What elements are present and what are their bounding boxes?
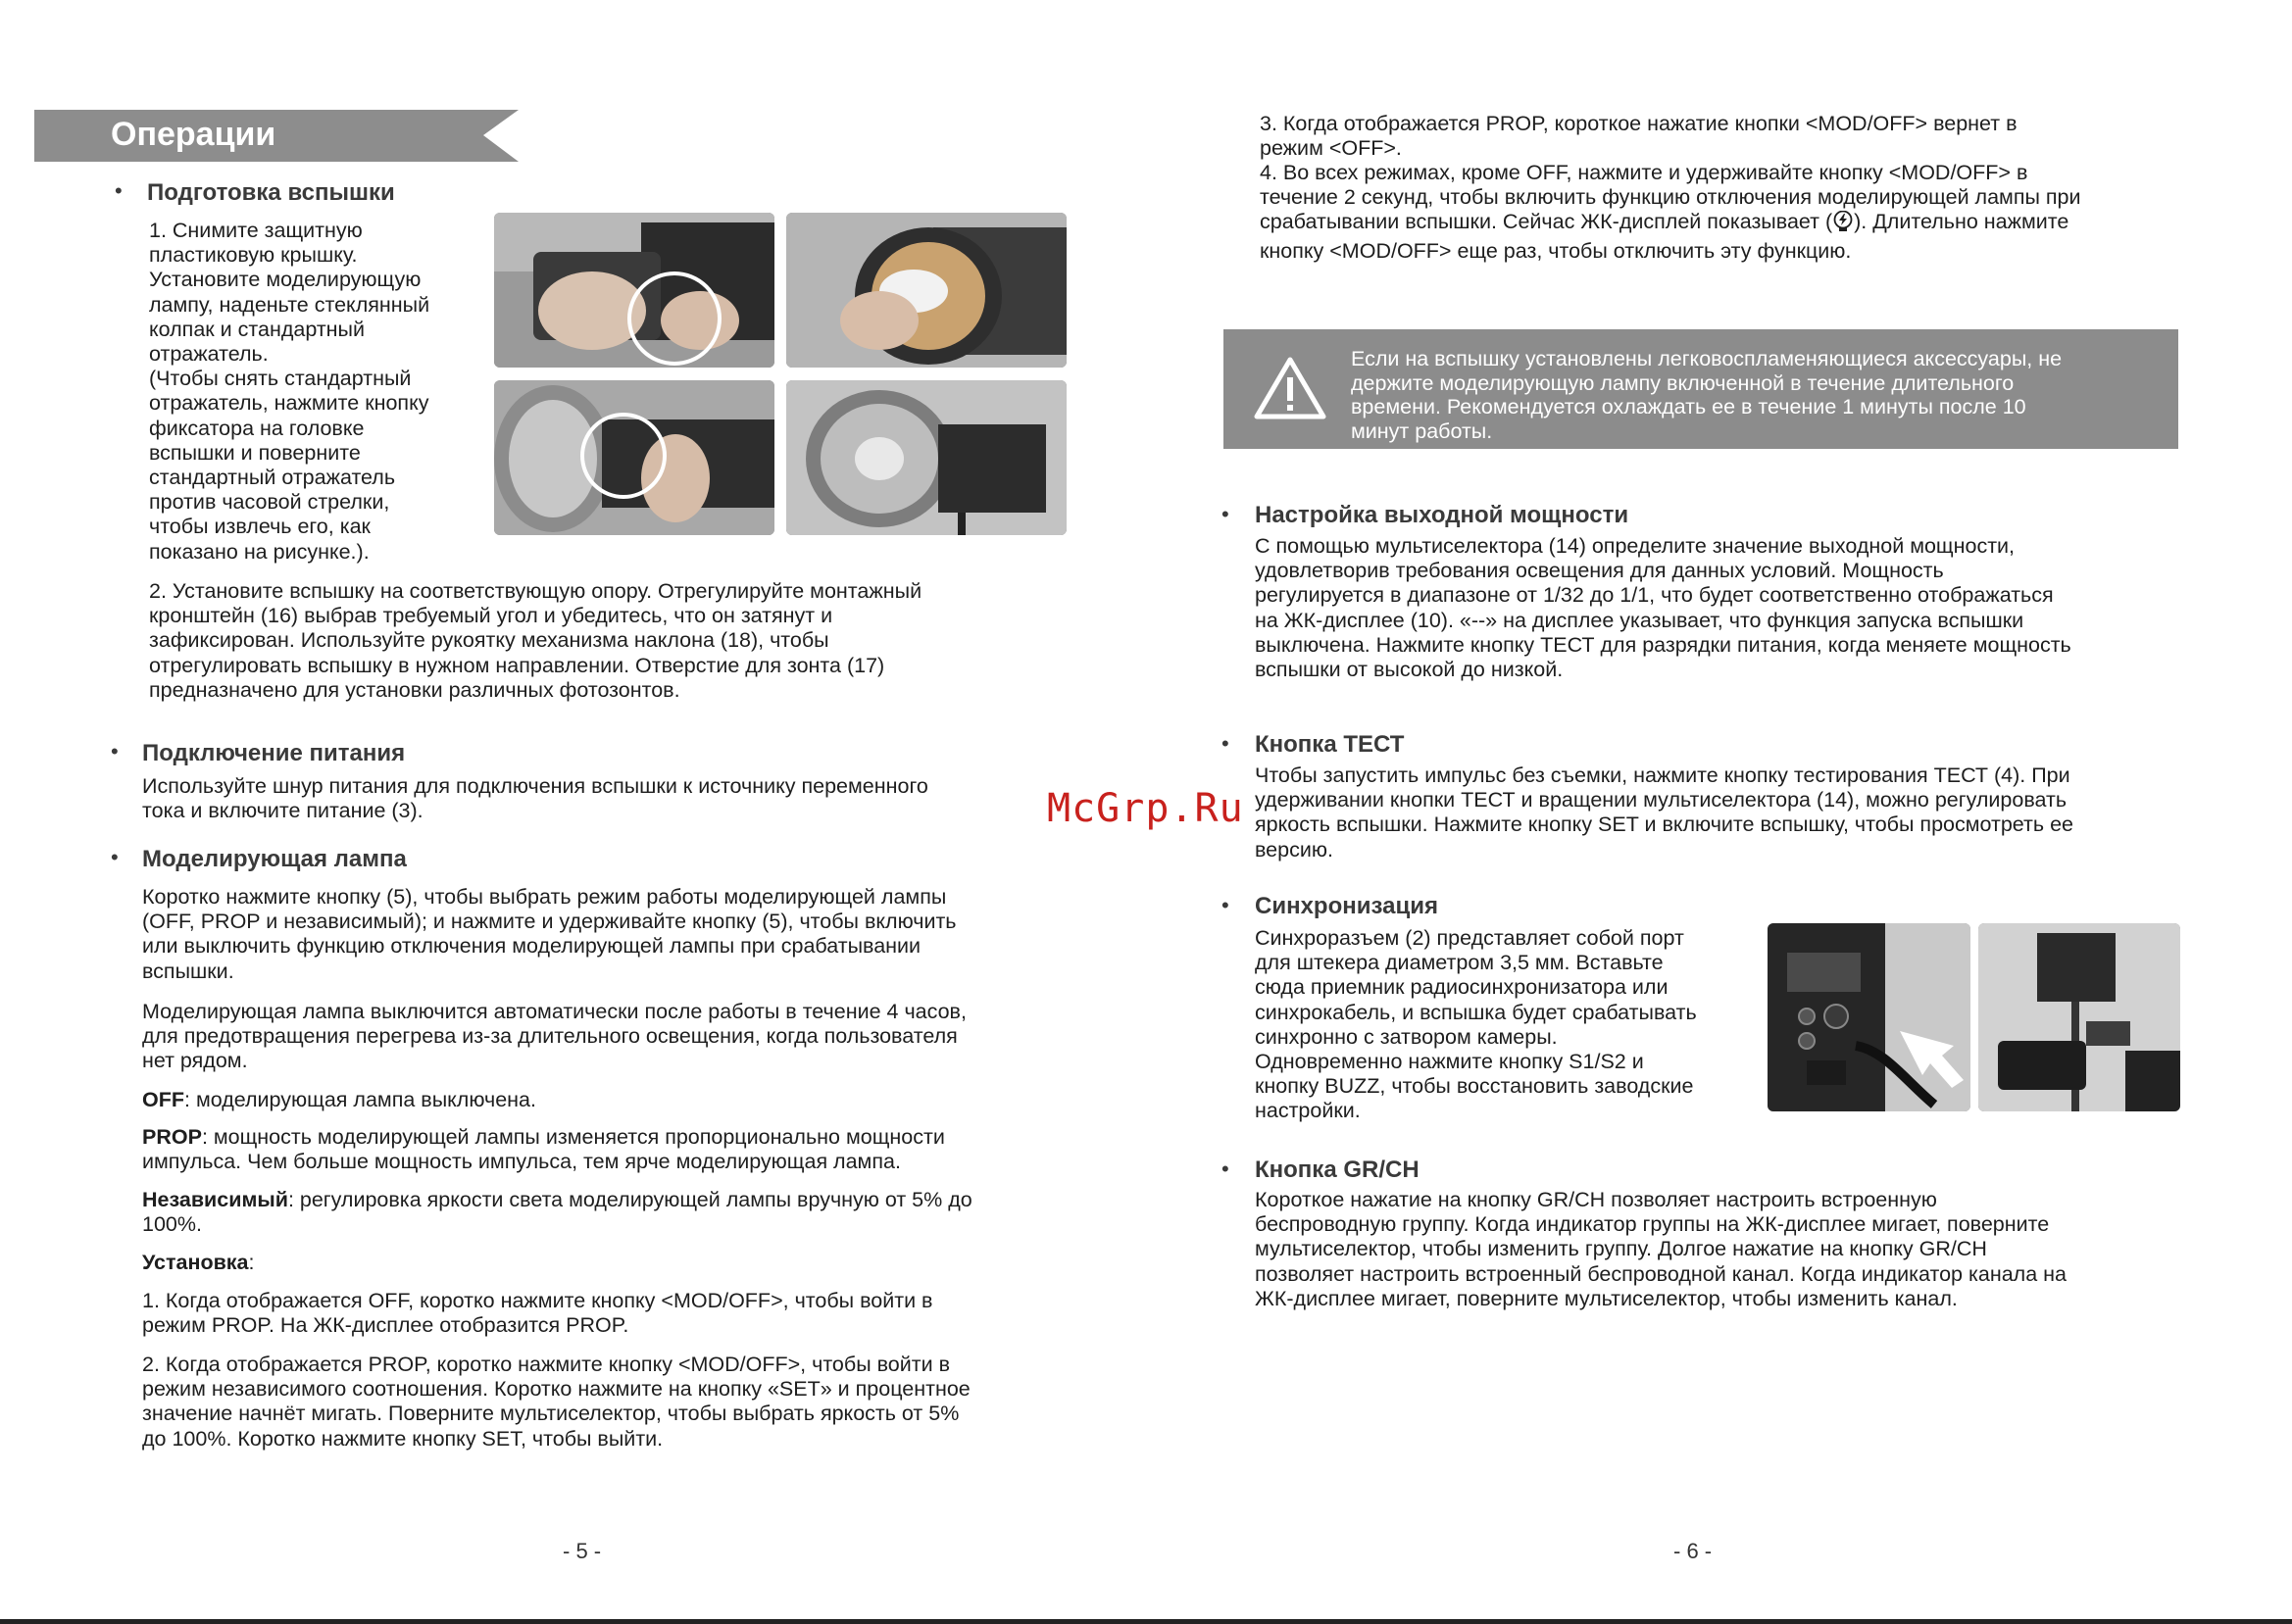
text-line: (OFF, PROP и независимый); и нажмите и удерживайте кнопку (5), чтобы включить xyxy=(142,910,957,934)
mode-label: OFF xyxy=(142,1088,184,1111)
mode-independent xyxy=(142,1188,972,1237)
text-line: удерживании кнопки ТЕСТ и вращении мультиселектора (14), можно регулировать xyxy=(1255,788,2068,812)
text-line: импульса. Чем больше мощность импульса, тем ярче моделирующая лампа. xyxy=(142,1150,901,1174)
text-line: синхрокабель, и вспышка будет срабатывать xyxy=(1255,1000,1697,1024)
page-number-right: - 6 - xyxy=(1673,1539,1713,1563)
text-line: лампу, наденьте стеклянный xyxy=(149,292,430,317)
text-line: яркость вспышки. Нажмите кнопку SET и включите вспышку, чтобы просмотреть ее xyxy=(1255,812,2073,837)
text-line: : моделирующая лампа выключена. xyxy=(184,1088,536,1111)
lamp-off-icon xyxy=(1833,211,1853,238)
power-text xyxy=(142,774,928,823)
test-text xyxy=(1255,763,2073,862)
photo-remove-cap xyxy=(494,213,774,368)
text-line: Установите моделирующую xyxy=(149,268,422,292)
text-line: кронштейн (16) выбрав требуемый угол и убедитесь, что он затянут и xyxy=(149,604,833,628)
bullet: • xyxy=(1221,893,1229,917)
bullet: • xyxy=(111,739,119,763)
warning-icon xyxy=(1254,356,1326,425)
bullet: • xyxy=(1221,1156,1229,1181)
text-line: С помощью мультиселектора (14) определите значение выходной мощности, xyxy=(1255,534,2016,558)
text-line: зафиксирован. Используйте рукоятку механизма наклона (18), чтобы xyxy=(149,628,829,653)
text-line: отражатель, нажмите кнопку xyxy=(149,391,429,416)
text-line: Если на вспышку установлены легковоспламеняющиеся аксессуары, не xyxy=(1351,347,2063,370)
text-line: течение 2 секунд, чтобы включить функцию отключения моделирующей лампы при xyxy=(1260,185,2081,210)
text-line: вспышки и поверните xyxy=(149,440,361,465)
text-line: вспышки. xyxy=(142,959,234,983)
text-line: отрегулировать вспышку в нужном направлении. Отверстие для зонта (17) xyxy=(149,653,885,677)
photo-reflector-mounted xyxy=(786,380,1067,535)
bullet: • xyxy=(111,845,119,869)
text-line: отражатель. xyxy=(149,342,269,367)
page-number-left: - 5 - xyxy=(563,1539,602,1563)
text-line: Чтобы запустить импульс без съемки, нажмите кнопку тестирования ТЕСТ (4). При xyxy=(1255,763,2070,787)
text-line: кнопку <MOD/OFF> еще раз, чтобы отключить эту функцию. xyxy=(1260,238,1852,263)
text-line: : регулировка яркости света моделирующей лампы вручную от 5% до xyxy=(287,1188,972,1211)
text-line: до 100%. Коротко нажмите кнопку SET, чтобы выйти. xyxy=(142,1426,664,1451)
text-line: синхронно с затвором камеры. xyxy=(1255,1024,1558,1049)
text-line: на ЖК-дисплее (10). «--» на дисплее указывает, что функция запуска вспышки xyxy=(1255,608,2024,632)
text-line: пластиковую крышку. xyxy=(149,243,358,268)
text-line: сюда приемник радиосинхронизатора или xyxy=(1255,975,1669,1000)
heading-flash-prep: Подготовка вспышки xyxy=(147,179,395,206)
photo-glass-dome xyxy=(786,213,1067,368)
heading-power: Подключение питания xyxy=(142,740,406,766)
text-line: позволяет настроить встроенный беспроводной канал. Когда индикатор канала на xyxy=(1255,1261,2067,1286)
photo-sync-port xyxy=(1768,923,1970,1111)
text-line: стандартный отражатель xyxy=(149,466,396,490)
text-line: для штекера диаметром 3,5 мм. Вставьте xyxy=(1255,951,1664,975)
section-banner xyxy=(34,110,519,162)
text-line: Короткое нажатие на кнопку GR/CH позволяет настроить встроенную xyxy=(1255,1188,1937,1211)
text-line: мультиселектор, чтобы изменить группу. Долгое нажатие на кнопку GR/CH xyxy=(1255,1237,1987,1261)
setup-step2 xyxy=(142,1353,971,1452)
text-line: времени. Рекомендуется охлаждать ее в течение 1 минуты после 10 xyxy=(1351,395,2026,418)
text-line: или выключить функцию отключения моделирующей лампы при срабатывании xyxy=(142,934,922,959)
modeling-p1 xyxy=(142,885,957,984)
text-line: удовлетворив требования освещения для данных условий. Мощность xyxy=(1255,559,1944,583)
heading-modeling-lamp: Моделирующая лампа xyxy=(142,846,407,872)
text-line: нет рядом. xyxy=(142,1049,248,1073)
text-line: вспышки от высокой до низкой. xyxy=(1255,658,1564,682)
text-line: настройки. xyxy=(1255,1099,1361,1123)
text-line: 2. Установите вспышку на соответствующую опору. Отрегулируйте монтажный xyxy=(149,579,922,603)
text-line: Используйте шнур питания для подключения вспышки к источнику переменного xyxy=(142,774,928,798)
bullet: • xyxy=(1221,731,1229,756)
text-line: 3. Когда отображается PROP, короткое нажатие кнопки <MOD/OFF> вернет в xyxy=(1260,112,2018,135)
heading-grch: Кнопка GR/CH xyxy=(1255,1156,1420,1183)
text-line: (Чтобы снять стандартный xyxy=(149,367,412,391)
text-line: колпак и стандартный xyxy=(149,317,365,341)
mode-prop xyxy=(142,1125,945,1174)
modeling-p2 xyxy=(142,1000,967,1074)
setup-step4 xyxy=(1260,161,2081,264)
text-line: 4. Во всех режимах, кроме OFF, нажмите и удерживайте кнопку <MOD/OFF> в xyxy=(1260,161,2028,184)
text-line: против часовой стрелки, xyxy=(149,490,390,515)
text-line: тока и включите питание (3). xyxy=(142,799,424,823)
setup-step1 xyxy=(142,1289,932,1338)
mode-label: Независимый xyxy=(142,1188,288,1211)
text-line: ЖК-дисплее мигает, поверните мультиселектор, чтобы изменить канал. xyxy=(1255,1286,1958,1310)
heading-sync: Синхронизация xyxy=(1255,893,1438,919)
photo-sync-receiver xyxy=(1978,923,2180,1111)
text-line: : xyxy=(248,1251,255,1274)
bullet: • xyxy=(115,178,123,203)
text-line: регулируется в диапазоне от 1/32 до 1/1, что будет соответственно отображаться xyxy=(1255,583,2054,608)
text-line: Одновременно нажмите кнопку S1/S2 и xyxy=(1255,1050,1644,1074)
text-line: 1. Снимите защитную xyxy=(149,219,363,242)
setup-heading: Установка xyxy=(142,1251,249,1274)
output-power-text xyxy=(1255,534,2071,682)
heading-output-power: Настройка выходной мощности xyxy=(1255,502,1629,528)
text-line: 100%. xyxy=(142,1212,202,1237)
text-line: держите моделирующую лампу включенной в течение длительного xyxy=(1351,370,2015,395)
text-line: : мощность моделирующей лампы изменяется пропорционально мощности xyxy=(201,1125,945,1149)
text-line: значение начнёт мигать. Поверните мультиселектор, чтобы выбрать яркость от 5% xyxy=(142,1402,960,1426)
text-line: беспроводную группу. Когда индикатор группы на ЖК-дисплее мигает, поверните xyxy=(1255,1212,2050,1237)
text-line: 1. Когда отображается OFF, коротко нажмите кнопку <MOD/OFF>, чтобы войти в xyxy=(142,1289,933,1312)
text-line: Синхроразъем (2) представляет собой порт xyxy=(1255,926,1684,950)
warning-text xyxy=(1351,347,2169,443)
mode-off xyxy=(142,1088,536,1112)
sync-text xyxy=(1255,926,1697,1124)
text-line: 2. Когда отображается PROP, коротко нажмите кнопку <MOD/OFF>, чтобы войти в xyxy=(142,1353,951,1376)
watermark: McGrp.Ru xyxy=(1047,786,1244,831)
text-line: режим PROP. На ЖК-дисплее отобразится PROP. xyxy=(142,1313,629,1338)
flash-prep-step2 xyxy=(149,579,922,703)
flash-prep-step1 xyxy=(149,219,429,565)
text-line: чтобы извлечь его, как xyxy=(149,515,371,539)
mode-label: PROP xyxy=(142,1125,202,1149)
text-line: версию. xyxy=(1255,837,1333,861)
text-line: срабатывании вспышки. Сейчас ЖК-дисплей показывает ( xyxy=(1260,210,1833,234)
heading-test: Кнопка ТЕСТ xyxy=(1255,731,1405,758)
text-line: минут работы. xyxy=(1351,418,1493,443)
text-line: кнопку BUZZ, чтобы восстановить заводские xyxy=(1255,1074,1694,1099)
text-line: фиксатора на головке xyxy=(149,416,365,440)
grch-text xyxy=(1255,1188,2067,1311)
text-line: показано на рисунке.). xyxy=(149,539,370,564)
setup-step3 xyxy=(1260,112,2018,161)
text-line: режим независимого соотношения. Коротко нажмите на кнопку «SET» и процентное xyxy=(142,1377,971,1402)
text-line: выключена. Нажмите кнопку ТЕСТ для разрядки питания, когда меняете мощность xyxy=(1255,632,2071,657)
text-line: режим <OFF>. xyxy=(1260,136,1402,161)
section-title: Операции xyxy=(111,116,276,153)
bottom-rule xyxy=(0,1619,2292,1624)
bullet: • xyxy=(1221,502,1229,526)
text-line: для предотвращения перегрева из-за длительного освещения, когда пользователя xyxy=(142,1024,958,1049)
setup-label xyxy=(142,1251,255,1275)
text-line: ). Длительно нажмите xyxy=(1854,210,2069,234)
text-line: предназначено для установки различных фотозонтов. xyxy=(149,677,680,702)
text-line: Моделирующая лампа выключится автоматически после работы в течение 4 часов, xyxy=(142,1000,967,1023)
photo-reflector-lock xyxy=(494,380,774,535)
text-line: Коротко нажмите кнопку (5), чтобы выбрать режим работы моделирующей лампы xyxy=(142,885,947,909)
